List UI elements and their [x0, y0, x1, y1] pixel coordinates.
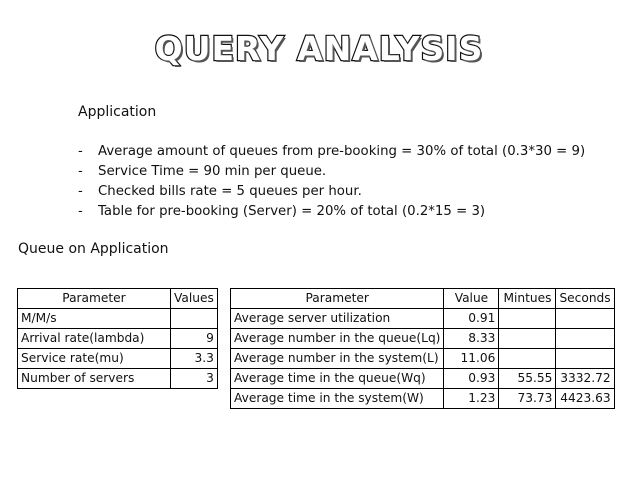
table-row: [231, 349, 615, 369]
column-header-seconds: Seconds: [556, 289, 614, 309]
application-label: Application: [78, 104, 157, 120]
column-header-parameter: Parameter: [231, 289, 444, 309]
table-row: [18, 369, 218, 389]
table-cell: 8.33: [444, 329, 499, 349]
table-cell: 73.73: [499, 389, 556, 409]
table-cell: [171, 309, 218, 329]
table-cell: Average time in the system(W): [231, 389, 444, 409]
table-cell: Average number in the queue(Lq): [231, 329, 444, 349]
table-cell: 1.23: [444, 389, 499, 409]
table-cell: [499, 329, 556, 349]
table-row: [18, 349, 218, 369]
queue-label: Queue on Application: [18, 241, 169, 257]
list-item: [78, 182, 585, 202]
bullet-dash: -: [78, 144, 83, 159]
table-cell: 9: [171, 329, 218, 349]
table-header-row: [18, 289, 218, 309]
table-row: [231, 389, 615, 409]
table-cell: 3332.72: [556, 369, 614, 389]
table-cell: 3: [171, 369, 218, 389]
table-cell: M/M/s: [18, 309, 171, 329]
table-cell: 3.3: [171, 349, 218, 369]
table-header-row: [231, 289, 615, 309]
list-item: [78, 162, 585, 182]
bullet-dash: -: [78, 204, 83, 219]
table-cell: 0.91: [444, 309, 499, 329]
table-row: [18, 329, 218, 349]
table-cell: [499, 349, 556, 369]
bullet-dash: -: [78, 164, 83, 179]
column-header-parameter: Parameter: [18, 289, 171, 309]
table-row: [231, 309, 615, 329]
bullet-text: Table for pre-booking (Server) = 20% of total (0.2*15 = 3): [98, 204, 486, 219]
table-cell: Service rate(mu): [18, 349, 171, 369]
bullet-text: Service Time = 90 min per queue.: [98, 164, 327, 179]
bullet-list: [78, 142, 585, 222]
table-cell: Average number in the system(L): [231, 349, 444, 369]
list-item: [78, 202, 585, 222]
table-cell: 4423.63: [556, 389, 614, 409]
table-cell: [499, 309, 556, 329]
column-header-values: Values: [171, 289, 218, 309]
table-cell: [556, 329, 614, 349]
table-cell: 11.06: [444, 349, 499, 369]
table-cell: Number of servers: [18, 369, 171, 389]
bullet-dash: -: [78, 184, 83, 199]
bullet-text: Checked bills rate = 5 queues per hour.: [98, 184, 362, 199]
table-cell: Average server utilization: [231, 309, 444, 329]
table-row: [231, 369, 615, 389]
table-cell: [556, 349, 614, 369]
table-cell: 0.93: [444, 369, 499, 389]
results-table: [230, 288, 615, 409]
list-item: [78, 142, 585, 162]
table-cell: Average time in the queue(Wq): [231, 369, 444, 389]
table-cell: Arrival rate(lambda): [18, 329, 171, 349]
column-header-value: Value: [444, 289, 499, 309]
page-title: QUERY ANALYSIS: [154, 29, 484, 68]
table-cell: [556, 309, 614, 329]
table-row: [18, 309, 218, 329]
bullet-text: Average amount of queues from pre-booking = 30% of total (0.3*30 = 9): [98, 144, 586, 159]
column-header-minutes: Mintues: [499, 289, 556, 309]
table-cell: 55.55: [499, 369, 556, 389]
input-parameters-table: [17, 288, 218, 389]
table-row: [231, 329, 615, 349]
